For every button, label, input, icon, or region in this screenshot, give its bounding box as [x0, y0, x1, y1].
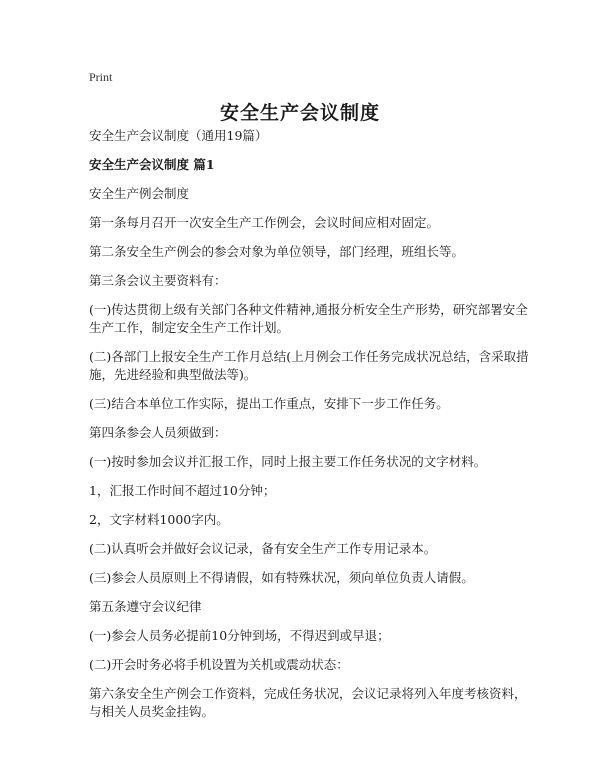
paragraph: 安全生产例会制度 [89, 186, 190, 201]
paragraph: (二)各部门上报安全生产工作月总结(上月例会工作任务完成状况总结，含采取措施，先进经验和典型做法等)。 [89, 349, 529, 382]
paragraph: 第六条安全生产例会工作资料，完成任务状况，会议记录将列入年度考核资料，与相关人员奖金挂钩。 [89, 686, 527, 719]
paragraph: 安全生产会议制度（通用19篇） [89, 128, 268, 143]
paragraph: 第二条安全生产例会的参会对象为单位领导，部门经理，班组长等。 [89, 244, 465, 259]
print-link[interactable]: Print [89, 70, 113, 84]
paragraph: (二)开会时务必将手机设置为关机或震动状态： [89, 657, 349, 672]
paragraph: (一)传达贯彻上级有关部门各种文件精神,通报分析安全生产形势，研究部署安全生产工作，制定安全生产工作计划。 [89, 302, 528, 335]
paragraph: (一)按时参加会议并汇报工作，同时上报主要工作任务状况的文字材料。 [89, 454, 487, 469]
section-heading: 安全生产会议制度 篇1 [89, 157, 215, 172]
paragraph: 1，汇报工作时间不超过10分钟； [89, 483, 276, 498]
paragraph: 第三条会议主要资料有： [89, 273, 227, 288]
paragraph: 第四条参会人员须做到： [89, 425, 227, 440]
paragraph: 第五条遵守会议纪律 [89, 599, 202, 614]
document-body [89, 127, 529, 732]
paragraph: (三)结合本单位工作实际，提出工作重点，安排下一步工作任务。 [89, 396, 449, 411]
paragraph: (一)参会人员务必提前10分钟到场，不得迟到或早退； [89, 628, 390, 643]
document-title: 安全生产会议制度 [219, 102, 380, 124]
paragraph: (二)认真听会并做好会议记录，备有安全生产工作专用记录本。 [89, 541, 437, 556]
paragraph: 第一条每月召开一次安全生产工作例会，会议时间应相对固定。 [89, 215, 440, 230]
paragraph: (三)参会人员原则上不得请假，如有特殊状况，须向单位负责人请假。 [89, 570, 474, 585]
paragraph: 2，文字材料1000字内。 [89, 512, 229, 527]
